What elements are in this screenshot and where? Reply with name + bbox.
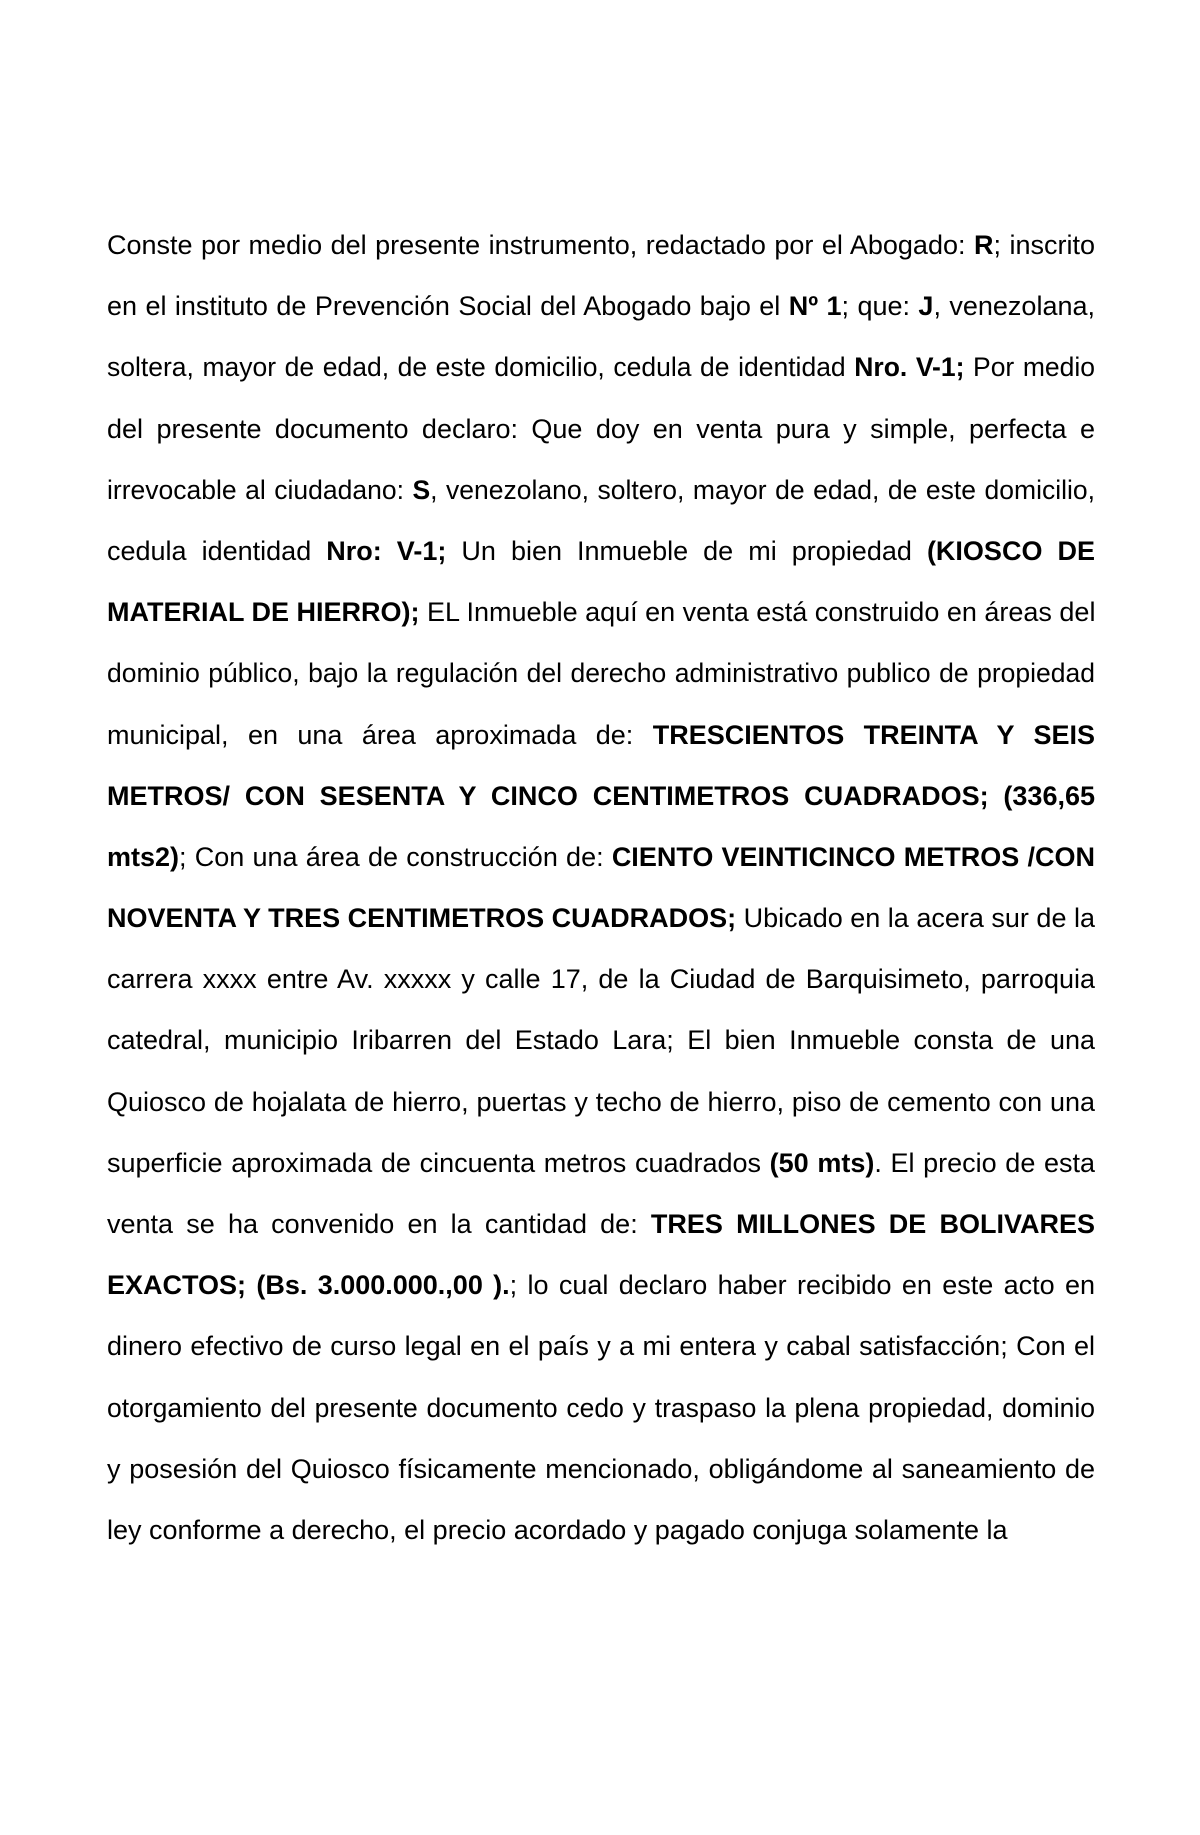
paragraph-line bbox=[107, 1010, 1095, 1071]
paragraph-line bbox=[107, 582, 1095, 643]
bold-text: TRESCIENTOS TREINTA Y SEIS bbox=[652, 719, 1095, 750]
text-segment: catedral, municipio Iribarren del Estado Lara; El bien Inmueble consta de una bbox=[107, 1025, 1095, 1056]
text-segment: municipal, en una área aproximada de: bbox=[107, 719, 653, 750]
text-segment: , venezolano, soltero, mayor de edad, de este domicilio, bbox=[430, 474, 1095, 505]
bold-text: Nº 1 bbox=[788, 291, 842, 322]
text-segment: del presente documento declaro: Que doy en venta pura y simple, perfecta e bbox=[107, 413, 1095, 444]
paragraph-line bbox=[107, 337, 1095, 398]
paragraph-line bbox=[107, 1316, 1095, 1377]
paragraph-line bbox=[107, 1072, 1095, 1133]
bold-text: TRES MILLONES DE BOLIVARES bbox=[650, 1209, 1095, 1239]
bold-text: mts2) bbox=[107, 841, 180, 872]
text-segment: . El precio de esta bbox=[874, 1147, 1095, 1178]
paragraph-line bbox=[107, 827, 1095, 888]
bold-text: CIENTO VEINTICINCO METROS /CON bbox=[611, 841, 1095, 872]
bold-text: Nro. V-1; bbox=[854, 352, 965, 383]
bold-text: MATERIAL DE HIERRO); bbox=[107, 597, 420, 628]
bold-text: METROS/ CON SESENTA Y CINCO CENTIMETROS CUADRADOS; (336,65 bbox=[107, 780, 1095, 811]
text-segment: y posesión del Quiosco físicamente mencionado, obligándome al saneamiento de bbox=[107, 1453, 1095, 1484]
paragraph-line bbox=[107, 521, 1095, 582]
text-segment: Un bien Inmueble de mi propiedad bbox=[446, 535, 927, 566]
text-segment: dominio público, bajo la regulación del derecho administrativo publico de propiedad bbox=[107, 658, 1095, 689]
text-segment: ; Con una área de construcción de: bbox=[179, 841, 612, 872]
paragraph-line bbox=[107, 276, 1095, 337]
paragraph-line bbox=[107, 1378, 1095, 1439]
text-segment: Quiosco de hojalata de hierro, puertas y techo de hierro, piso de cemento con una bbox=[107, 1086, 1095, 1117]
text-segment: ; que: bbox=[841, 291, 919, 322]
bold-text: Nro: V-1; bbox=[326, 535, 447, 566]
text-segment: otorgamiento del presente documento cedo y traspaso la plena propiedad, dominio bbox=[107, 1392, 1095, 1423]
text-segment: en el instituto de Prevención Social del Abogado bajo el bbox=[107, 291, 789, 322]
bold-text: R bbox=[973, 230, 994, 260]
paragraph-line bbox=[107, 766, 1095, 827]
paragraph-line bbox=[107, 399, 1095, 460]
bold-text: (KIOSCO DE bbox=[926, 535, 1095, 566]
bold-text: (50 mts) bbox=[769, 1147, 875, 1178]
text-segment: ; inscrito bbox=[993, 230, 1095, 260]
paragraph-line bbox=[107, 1439, 1095, 1500]
text-segment: dinero efectivo de curso legal en el país y a mi entera y cabal satisfacción; Con el bbox=[107, 1331, 1095, 1362]
paragraph-line bbox=[107, 215, 1095, 276]
paragraph-line bbox=[107, 643, 1095, 704]
text-segment: , venezolana, bbox=[933, 291, 1095, 322]
paragraph-line bbox=[107, 1255, 1095, 1316]
paragraph-line bbox=[107, 705, 1095, 766]
paragraph-line bbox=[107, 888, 1095, 949]
text-segment: superficie aproximada de cincuenta metros cuadrados bbox=[107, 1147, 770, 1178]
paragraph-line bbox=[107, 1194, 1095, 1255]
text-segment: cedula identidad bbox=[107, 535, 327, 566]
text-segment: Conste por medio del presente instrumento, redactado por el Abogado: bbox=[107, 230, 974, 260]
contract-paragraph bbox=[107, 215, 1095, 1561]
paragraph-line bbox=[107, 949, 1095, 1010]
text-segment: ley conforme a derecho, el precio acordado y pagado conjuga solamente la bbox=[107, 1514, 1008, 1545]
bold-text: J bbox=[918, 291, 934, 322]
bold-text: S bbox=[412, 474, 431, 505]
bold-text: EXACTOS; (Bs. 3.000.000.,00 ). bbox=[107, 1270, 510, 1301]
text-segment: venta se ha convenido en la cantidad de: bbox=[107, 1209, 651, 1239]
text-segment: irrevocable al ciudadano: bbox=[107, 474, 413, 505]
text-segment: Por medio bbox=[964, 352, 1095, 383]
text-segment: soltera, mayor de edad, de este domicilio, cedula de identidad bbox=[107, 352, 855, 383]
text-segment: Ubicado en la acera sur de la bbox=[736, 903, 1095, 934]
paragraph-line bbox=[107, 460, 1095, 521]
text-segment: EL Inmueble aquí en venta está construido en áreas del bbox=[419, 597, 1095, 628]
text-segment: carrera xxxx entre Av. xxxxx y calle 17, de la Ciudad de Barquisimeto, parroquia bbox=[107, 964, 1095, 995]
paragraph-line bbox=[107, 1133, 1095, 1194]
paragraph-line bbox=[107, 1500, 1095, 1561]
bold-text: NOVENTA Y TRES CENTIMETROS CUADRADOS; bbox=[107, 903, 737, 934]
text-segment: ; lo cual declaro haber recibido en este acto en bbox=[509, 1270, 1095, 1301]
